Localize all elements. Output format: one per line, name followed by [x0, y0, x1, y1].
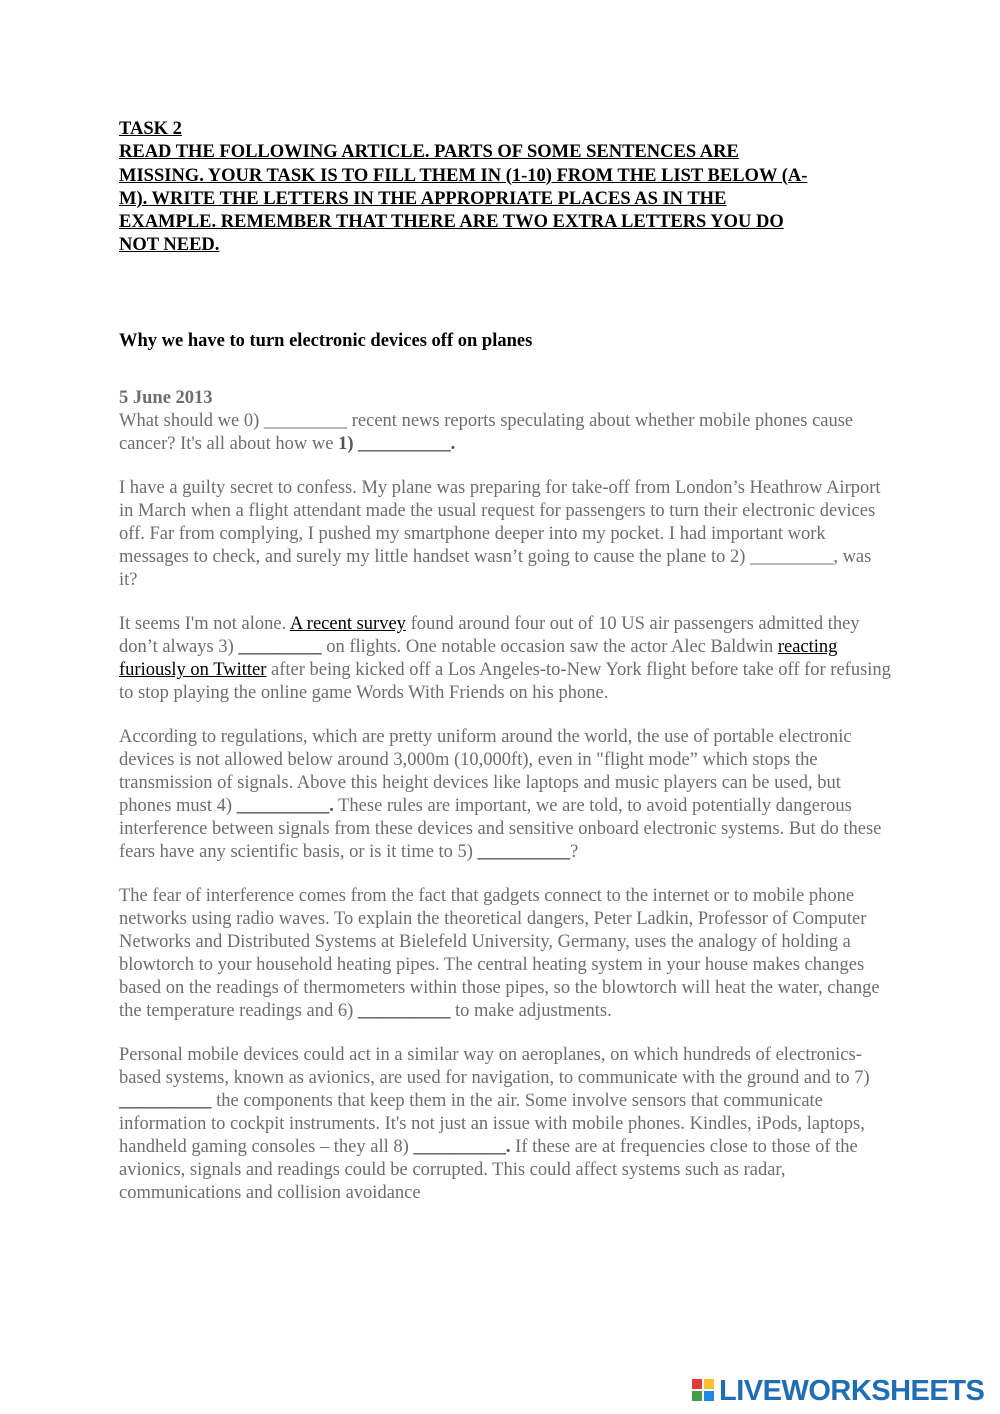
paragraph-1 [119, 410, 891, 456]
article-body [119, 387, 891, 1226]
logo-text: LIVEWORKSHEETS [719, 1374, 985, 1407]
twitter-link[interactable]: reacting furiously on Twitter [119, 637, 838, 680]
task-line: READ THE FOLLOWING ARTICLE. PARTS OF SOME SENTENCES ARE [119, 142, 739, 163]
text: found around four out of 10 US air passengers admitted they don’t always 3) [119, 614, 860, 657]
task-line: NOT NEED. [119, 235, 220, 256]
task-instructions [119, 118, 889, 258]
task-line: MISSING. YOUR TASK IS TO FILL THEM IN (1-10) FROM THE LIST BELOW (A- [119, 165, 808, 186]
text: on flights. One notable occasion saw the actor Alec Baldwin [321, 637, 778, 657]
survey-link[interactable]: A recent survey [289, 614, 406, 634]
text: These rules are important, we are told, to avoid potentially dangerous interference between signals from these devices and sensitive onboard electronic systems. But do these fears have any scientific basis, or is it time to 5) [119, 796, 882, 862]
logo-mark-icon [692, 1379, 716, 1403]
text: after being kicked off a Los Angeles-to-New York flight before take off for refusing to stop playing the online game Words With Friends on his phone. [119, 660, 891, 703]
text: According to regulations, which are pretty uniform around the world, the use of portable electronic devices is not allowed below around 3,000m (10,000ft), even in "flight mode” which stops the transmission of signals. Above this height devices like laptops and music players can be used, but phones must 4) [119, 727, 852, 816]
text: ? [570, 842, 579, 862]
gap-6[interactable]: __________ [357, 1001, 451, 1021]
liveworksheets-logo [692, 1376, 984, 1406]
text: The fear of interference comes from the fact that gadgets connect to the internet or to mobile phone networks using radio waves. To explain the theoretical dangers, Peter Ladkin, Professor of Computer Networks and Distributed Systems at Bielefeld University, Germany, uses the analogy of holding a blowtorch to your household heating pipes. The central heating system in your house makes changes based on the readings of thermometers within those pipes, so the blowtorch will heat the water, change the temperature readings and 6) [119, 886, 880, 1021]
paragraph-4 [119, 726, 891, 864]
paragraph-2: I have a guilty secret to confess. My plane was preparing for take-off from London’s Heathrow Airport in March when a flight attendant made the usual request for passengers to turn their electronic devices off. Far from complying, I pushed my smartphone deeper into my pocket. I had important work messages to check, and surely my little handset wasn’t going to cause the plane to 2) _________, was it? [119, 478, 881, 590]
task-line: EXAMPLE. REMEMBER THAT THERE ARE TWO EXTRA LETTERS YOU DO [119, 212, 784, 233]
gap-4[interactable]: __________. [236, 796, 334, 816]
text: It seems I'm not alone. [119, 614, 290, 634]
task-line: TASK 2 [119, 119, 182, 139]
paragraph-3 [119, 613, 891, 705]
gap-1[interactable]: 1) __________. [338, 434, 456, 454]
text: Personal mobile devices could act in a similar way on aeroplanes, on which hundreds of electronics-based systems, known as avionics, are used for navigation, to communicate with the ground and to 7) [119, 1045, 870, 1088]
text: the components that keep them in the air. Some involve sensors that communicate information to cockpit instruments. It's not just an issue with mobile phones. Kindles, iPods, laptops, handheld gaming consoles – they all 8) [119, 1091, 865, 1157]
text: If these are at frequencies close to those of the avionics, signals and readings could be corrupted. This could affect systems such as radar, communications and collision avoidance [119, 1137, 858, 1203]
text: What should we 0) _________ recent news reports speculating about whether mobile phones cause cancer? It's all about how we [119, 411, 854, 454]
gap-5[interactable]: __________ [477, 842, 571, 862]
article-date: 5 June 2013 [119, 388, 213, 408]
paragraph-6 [119, 1044, 891, 1205]
gap-8[interactable]: __________. [413, 1137, 511, 1157]
text: to make adjustments. [450, 1001, 612, 1021]
article-title: Why we have to turn electronic devices off on planes [119, 331, 533, 351]
task-line: M). WRITE THE LETTERS IN THE APPROPRIATE PLACES AS IN THE [119, 188, 727, 209]
gap-7[interactable]: __________ [119, 1091, 212, 1111]
gap-3[interactable]: _________ [238, 637, 322, 657]
paragraph-5 [119, 885, 891, 1023]
